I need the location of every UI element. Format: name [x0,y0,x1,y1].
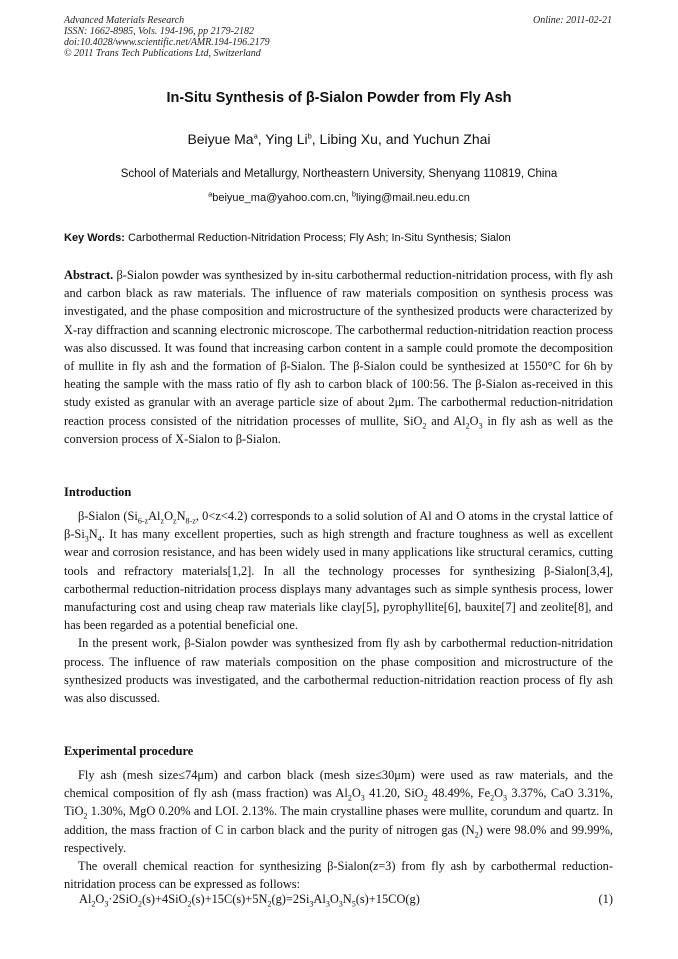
subscript: 3 [478,421,483,431]
journal-issn: ISSN: 1662-8985, Vols. 194-196, pp 2179-2182 [64,26,254,37]
paragraph [64,507,613,634]
experimental-body [64,766,613,893]
subscript: 3 [84,534,89,544]
section-heading-experimental: Experimental procedure [64,744,194,758]
subscript: z [173,516,177,526]
subscript: 5 [351,899,356,909]
subscript: 2 [267,899,272,909]
equation-text: (g)=2Si [271,892,310,906]
abstract-text: and Al [426,413,466,428]
text: . It has many excellent properties, such as high strength and fracture toughness as well as excellent wear and corrosion resistance, and has been widely used in many applications like structural ceramics, cutting tools and refractory materials[1,2]. In all the technology processes for synthesizing β-Sialon[3,4], carbothermal reduction-nitridation process displays many advantages such as simple synthesis process, lower manufacturing cost and using cheap raw materials like clay[5], pyrophyllite[6], bauxite[7] and zeolite[8], and has been regarded as a potential beneficial one. [64,527,613,633]
email-link[interactable]: beiyue_ma@yahoo.com.cn, [212,192,352,204]
affiliation: School of Materials and Metallurgy, Northeastern University, Shenyang 110819, China [120,168,558,180]
subscript: 2 [465,421,470,431]
equation-1 [79,892,613,907]
equation-text: O [95,892,105,906]
abstract-text: O [469,413,479,428]
abstract [64,266,613,448]
text: 1.30%, MgO 0.20% and LOI. 2.13%. The main crystalline phases were mullite, corundum and quartz. In addition, the mass fraction of C in carbon black and the purity of nitrogen gas (N [64,804,613,837]
subscript: 6-z [137,516,149,526]
subscript: 2 [347,793,352,803]
keywords [64,232,624,244]
subscript: 2 [187,899,192,909]
text: β-Sialon (Si [78,509,138,523]
equation-text: (s)+4SiO [141,892,188,906]
paper-title: In-Situ Synthesis of β-Sialon Powder from Fly Ash [166,90,512,106]
paragraph: In the present work, β-Sialon powder was synthesized from fly ash by carbothermal reduction-nitridation process. The influence of raw materials composition on the phase composition and microstructure of the synthesized products was investigated, and the carbothermal reduction-nitridation reaction process of fly ash was also discussed. [64,636,613,706]
author-list [0,131,678,147]
author-emails [0,189,678,204]
paragraph [64,857,613,893]
equation-text: (s)+15CO(g) [355,892,420,906]
keywords-label: Key Words: [64,232,125,244]
text: N [176,509,186,523]
subscript: 2 [91,899,96,909]
journal-name: Advanced Materials Research [64,15,185,26]
author-name: Ying Li [265,131,308,147]
equation-text: ·2SiO [108,892,138,906]
text: Al [148,509,161,523]
subscript: 8-z [185,516,196,526]
equation-text: Al [79,892,92,906]
equation-number: (1) [598,892,613,906]
journal-doi: doi:10.4028/www.scientific.net/AMR.194-196.2179 [64,37,270,48]
text: Fly ash (mesh size≤74μm) and carbon black (mesh size≤30μm) were used as raw materials, and the chemical composition of fly ash (mass fraction) was Al [64,768,613,801]
equation-text: N [342,892,352,906]
abstract-text: in fly ash as well as the conversion process of X-Sialon to β-Sialon. [64,413,614,446]
subscript: 2 [423,793,428,803]
email-marker: b [351,189,356,199]
section-heading-introduction: Introduction [64,485,132,499]
subscript: 2 [422,421,427,431]
author-marker: b [307,131,312,141]
text: ) were 98.0% and 99.99%, respectively. [64,822,613,855]
text: The overall chemical reaction for synthesizing β-Sialon( [78,859,374,874]
subscript: 4 [97,534,102,544]
subscript: 2 [474,830,479,840]
subscript: 2 [490,793,495,803]
paragraph [64,766,613,857]
abstract-label: Abstract. [64,268,114,282]
italic-variable: z [373,859,379,874]
subscript: 3 [360,793,365,803]
text: 41.20, SiO [364,786,424,801]
subscript: 3 [503,793,508,803]
text: =3) from fly ash by carbothermal reduction-nitridation process can be expressed as follows: [64,859,613,892]
text: 48.49%, Fe [427,786,491,801]
equation-text: (s)+15C(s)+5N [191,892,268,906]
online-date: Online: 2011-02-21 [533,15,612,26]
author-separator: , [257,131,266,147]
subscript: 3 [325,899,330,909]
introduction-body [64,507,613,707]
author-name: Beiyue Ma [187,131,254,147]
subscript: 3 [338,899,343,909]
email-marker: a [208,189,213,199]
subscript: 2 [137,899,142,909]
journal-header [64,15,270,59]
author-marker: a [253,131,258,141]
subscript: 3 [104,899,109,909]
text: N [88,527,98,542]
keywords-text: Carbothermal Reduction-Nitridation Process; Fly Ash; In-Situ Synthesis; Sialon [124,232,511,244]
text: , 0<z<4.2) corresponds to a solid solution of Al and O atoms in the crystal lattice of β-Si [64,509,614,542]
journal-copyright: © 2011 Trans Tech Publications Ltd, Switzerland [64,48,261,59]
text: O [164,509,174,523]
equation-text: O [329,892,339,906]
text: 3.37%, CaO 3.31%, TiO [64,786,613,819]
email-link[interactable]: liying@mail.neu.edu.cn [356,192,470,204]
abstract-text: β-Sialon powder was synthesized by in-situ carbothermal reduction-nitridation process, with fly ash and carbon black as raw materials. The influence of raw materials composition on synthesis process was investigated, and the phase composition and microstructure of the synthesized products were characterized by X-ray diffraction and scanning electronic microscope. The carbothermal reduction-nitridation reaction process was also discussed. It was found that increasing carbon content in a sample could promote the decomposition of mullite in fly ash and the formation of β-Sialon. The β-Sialon could be synthesized at 1550°C for 6h by heating the sample with the mass ratio of fly ash to carbon black of 100:56. The β-Sialon as-received in this study existed as granular with an average particle size of about 2μm. The carbothermal reduction-nitridation reaction process consisted of the nitridation processes of mullite, SiO [64,268,613,428]
subscript: 2 [83,811,88,821]
subscript: z [160,516,165,526]
text: O [351,786,361,801]
subscript: 3 [309,899,314,909]
text: O [494,786,504,801]
author-names-rest: , Libing Xu, and Yuchun Zhai [311,131,491,147]
equation-text: Al [313,892,326,906]
